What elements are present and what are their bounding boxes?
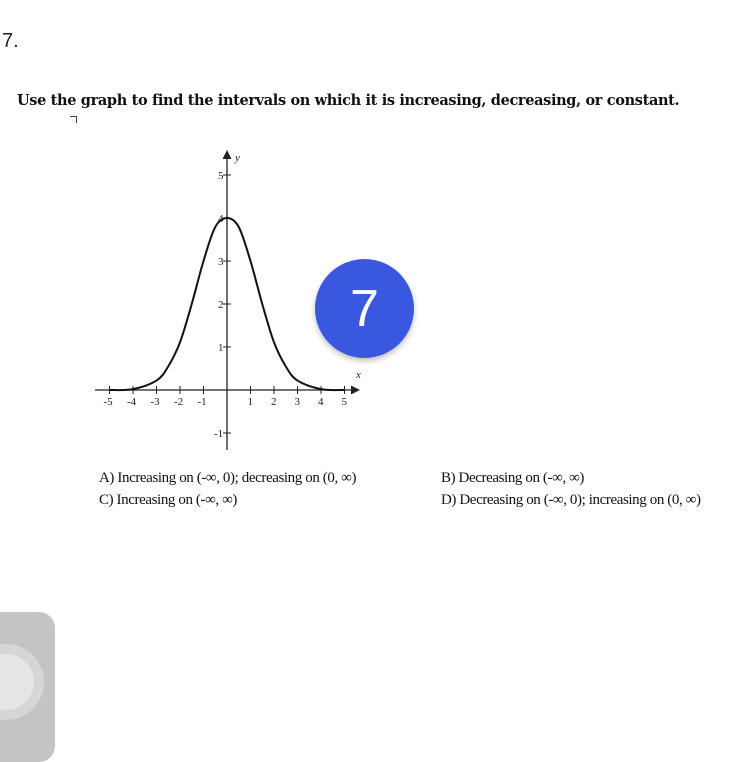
choice-c[interactable]: C) Increasing on (-∞, ∞) (99, 492, 237, 508)
choices-right (441, 467, 701, 511)
x-tick-label: 4 (318, 396, 324, 408)
x-tick-label: 1 (247, 396, 253, 408)
choice-d[interactable]: D) Decreasing on (-∞, 0); increasing on (0, ∞) (441, 492, 701, 508)
count-badge[interactable]: 7 (315, 259, 414, 358)
y-tick-label: 1 (218, 342, 224, 354)
x-tick-label: 3 (294, 396, 300, 408)
x-tick-label: -4 (127, 396, 137, 408)
choice-b[interactable]: B) Decreasing on (-∞, ∞) (441, 470, 584, 486)
question-prompt: Use the graph to find the intervals on which it is increasing, decreasing, or constant. (17, 92, 680, 109)
x-tick-label: -3 (150, 396, 160, 408)
x-tick-label: 5 (341, 396, 347, 408)
x-tick-label: -5 (103, 396, 113, 408)
y-tick-label: 4 (218, 213, 224, 225)
x-axis-label: x (356, 369, 361, 381)
x-tick-label: -2 (174, 396, 184, 408)
x-tick-label: -1 (197, 396, 207, 408)
side-handle[interactable] (0, 612, 55, 762)
choice-a[interactable]: A) Increasing on (-∞, 0); decreasing on (0, ∞) (99, 470, 357, 486)
y-axis (223, 150, 232, 450)
y-tick-label: 5 (218, 170, 224, 182)
choices-left (99, 467, 356, 511)
y-tick-label: 3 (218, 256, 224, 268)
x-tick-label: 2 (271, 396, 277, 408)
y-axis-label: y (235, 152, 240, 164)
stray-mark (70, 116, 77, 123)
question-number: 7. (2, 30, 19, 52)
y-tick-label: 2 (218, 299, 224, 311)
y-tick-label: -1 (214, 428, 224, 440)
